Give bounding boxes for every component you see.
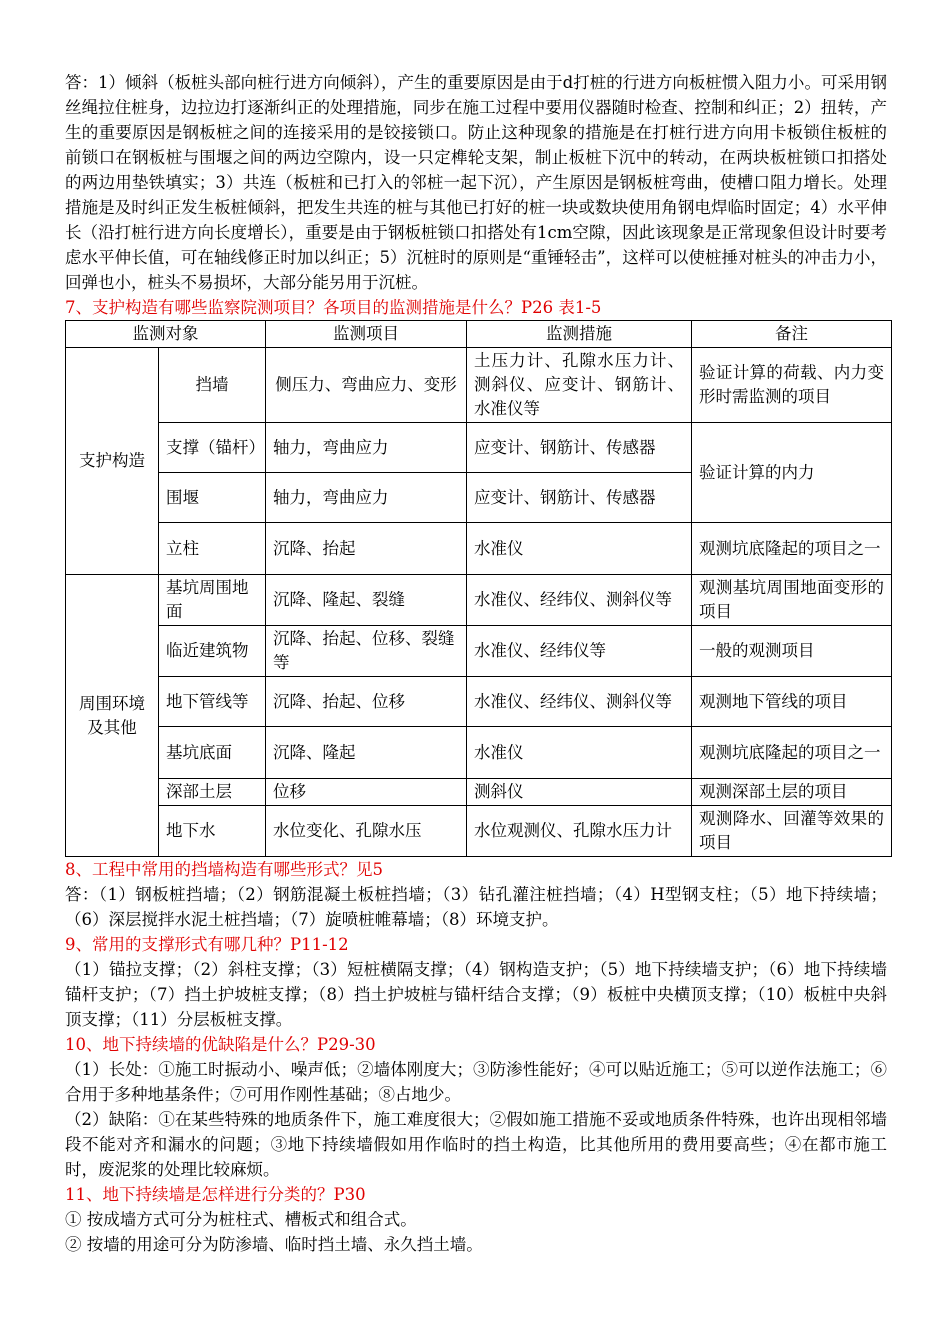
row-note: 观测坑底隆起的项目之一 [692, 727, 892, 779]
row-item: 沉降、抬起、位移 [266, 677, 467, 727]
row-note: 观测基坑周围地面变形的项目 [692, 575, 892, 626]
row-item: 侧压力、弯曲应力、变形 [266, 348, 467, 423]
q10-pros: （1）长处：①施工时振动小、噪声低；②墙体刚度大；③防渗性能好；④可以贴近施工；⑤可以逆作法施工；⑥合用于多种地基条件；⑦可用作刚性基础；⑧占地少。 [65, 1060, 887, 1104]
row-item: 沉降、抬起、位移、裂缝等 [266, 626, 467, 677]
row-item: 沉降、隆起 [266, 727, 467, 779]
q9-title: 9、常用的支撑形式有哪几种？P11-12 [65, 935, 349, 954]
monitoring-table [65, 320, 892, 857]
q11-item-a: ① 按成墙方式可分为桩柱式、槽板式和组合式。 [65, 1210, 417, 1229]
table-row [66, 348, 892, 423]
q11-item-b: ② 按墙的用途可分为防渗墙、临时挡土墙、永久挡土墙。 [65, 1235, 483, 1254]
table-row [66, 575, 892, 626]
row-object: 基坑底面 [159, 727, 266, 779]
q11-title: 11、地下持续墙是怎样进行分类的？P30 [65, 1185, 366, 1204]
q8-title: 8、工程中常用的挡墙构造有哪些形式？见5 [65, 860, 383, 879]
row-method: 测斜仪 [467, 779, 692, 806]
row-object: 围堰 [159, 473, 266, 523]
row-note: 观测降水、回灌等效果的项目 [692, 806, 892, 857]
row-note: 验证计算的荷载、内力变形时需监测的项目 [692, 348, 892, 423]
header-method: 监测措施 [467, 321, 692, 348]
row-note: 观测坑底隆起的项目之一 [692, 523, 892, 575]
row-method: 水准仪、经纬仪、测斜仪等 [467, 677, 692, 727]
row-object: 立柱 [159, 523, 266, 575]
row-note: 观测地下管线的项目 [692, 677, 892, 727]
row-note: 观测深部土层的项目 [692, 779, 892, 806]
q9-answer: （1）锚拉支撑；（2）斜柱支撑；（3）短桩横隔支撑；（4）钢构造支护；（5）地下持续墙支护；（6）地下持续墙锚杆支护；（7）挡土护坡桩支撑；（8）挡土护坡桩与锚杆结合支撑；（9）板桩中央横顶支撑；（10）板桩中央斜顶支撑；（11）分层板桩支撑。 [65, 960, 887, 1029]
q10-cons: （2）缺陷：①在某些特殊的地质条件下，施工难度很大；②假如施工措施不妥或地质条件特殊，也许出现相邻墙段不能对齐和漏水的问题；③地下持续墙假如用作临时的挡土构造，比其他所用的费用要高些；④在都市施工时，废泥浆的处理比较麻烦。 [65, 1110, 887, 1179]
row-object: 地下水 [159, 806, 266, 857]
row-method: 水准仪 [467, 523, 692, 575]
table-row [66, 806, 892, 857]
row-method: 应变计、钢筋计、传感器 [467, 423, 692, 473]
q6-answer: 答：1）倾斜（板桩头部向桩行进方向倾斜），产生的重要原因是由于d打桩的行进方向板桩惯入阻力小。可采用钢丝绳拉住桩身，边拉边打逐渐纠正的处理措施，同步在施工过程中要用仪器随时检查、控制和纠正；2）扭转，产生的重要原因是钢板桩之间的连接采用的是铰接锁口。防止这种现象的措施是在打桩行进方向用卡板锁住板桩的前锁口在钢板桩与围堰之间的两边空隙内，设一只定榫轮支架，制止板桩下沉中的转动，在两块板桩锁口扣搭处的两边用垫铁填实；3）共连（板桩和已打入的邻桩一起下沉），产生原因是钢板桩弯曲，使槽口阻力增长。处理措施是及时纠正发生板桩倾斜，把发生共连的桩与其他已打好的桩一块或数块使用角钢电焊临时固定；4）水平伸长（沿打桩行进方向长度增长），重要是由于钢板桩锁口扣搭处有1cm空隙，因此该现象是正常现象但设计时要考虑水平伸长值，可在轴线修正时加以纠正；5）沉桩时的原则是“重锤轻击”，这样可以使桩捶对桩头的冲击力小，回弹也小，桩头不易损坏，大部分能另用于沉桩。 [65, 73, 887, 292]
table-header-row [66, 321, 892, 348]
table-row [66, 779, 892, 806]
group-environment: 周围环境及其他 [66, 575, 159, 857]
table-row [66, 626, 892, 677]
row-object: 支撑（锚杆） [159, 423, 266, 473]
row-object: 挡墙 [159, 348, 266, 423]
q10-title: 10、地下持续墙的优缺陷是什么？P29-30 [65, 1035, 376, 1054]
row-method: 水准仪 [467, 727, 692, 779]
row-method: 水位观测仪、孔隙水压力计 [467, 806, 692, 857]
row-item: 轴力，弯曲应力 [266, 423, 467, 473]
header-note: 备注 [692, 321, 892, 348]
table-row [66, 423, 892, 473]
table-row [66, 523, 892, 575]
row-note: 验证计算的内力 [692, 423, 892, 523]
q7-title: 7、支护构造有哪些监察院测项目？各项目的监测措施是什么？P26 表1-5 [65, 298, 602, 317]
row-object: 临近建筑物 [159, 626, 266, 677]
row-object: 深部土层 [159, 779, 266, 806]
table-row [66, 727, 892, 779]
document-page [65, 70, 887, 1257]
q8-answer: 答：（1）钢板桩挡墙；（2）钢筋混凝土板桩挡墙；（3）钻孔灌注桩挡墙；（4）H型钢支柱；（5）地下持续墙；（6）深层搅拌水泥土桩挡墙；（7）旋喷桩帷幕墙；（8）环境支护。 [65, 885, 887, 929]
header-object: 监测对象 [66, 321, 266, 348]
header-item: 监测项目 [266, 321, 467, 348]
group-support: 支护构造 [66, 348, 159, 575]
row-item: 沉降、隆起、裂缝 [266, 575, 467, 626]
row-item: 位移 [266, 779, 467, 806]
row-note: 一般的观测项目 [692, 626, 892, 677]
row-method: 应变计、钢筋计、传感器 [467, 473, 692, 523]
row-method: 土压力计、孔隙水压力计、测斜仪、应变计、钢筋计、水准仪等 [467, 348, 692, 423]
row-method: 水准仪、经纬仪等 [467, 626, 692, 677]
row-object: 基坑周围地面 [159, 575, 266, 626]
row-item: 水位变化、孔隙水压 [266, 806, 467, 857]
row-item: 沉降、抬起 [266, 523, 467, 575]
row-method: 水准仪、经纬仪、测斜仪等 [467, 575, 692, 626]
row-item: 轴力，弯曲应力 [266, 473, 467, 523]
row-object: 地下管线等 [159, 677, 266, 727]
table-row [66, 677, 892, 727]
